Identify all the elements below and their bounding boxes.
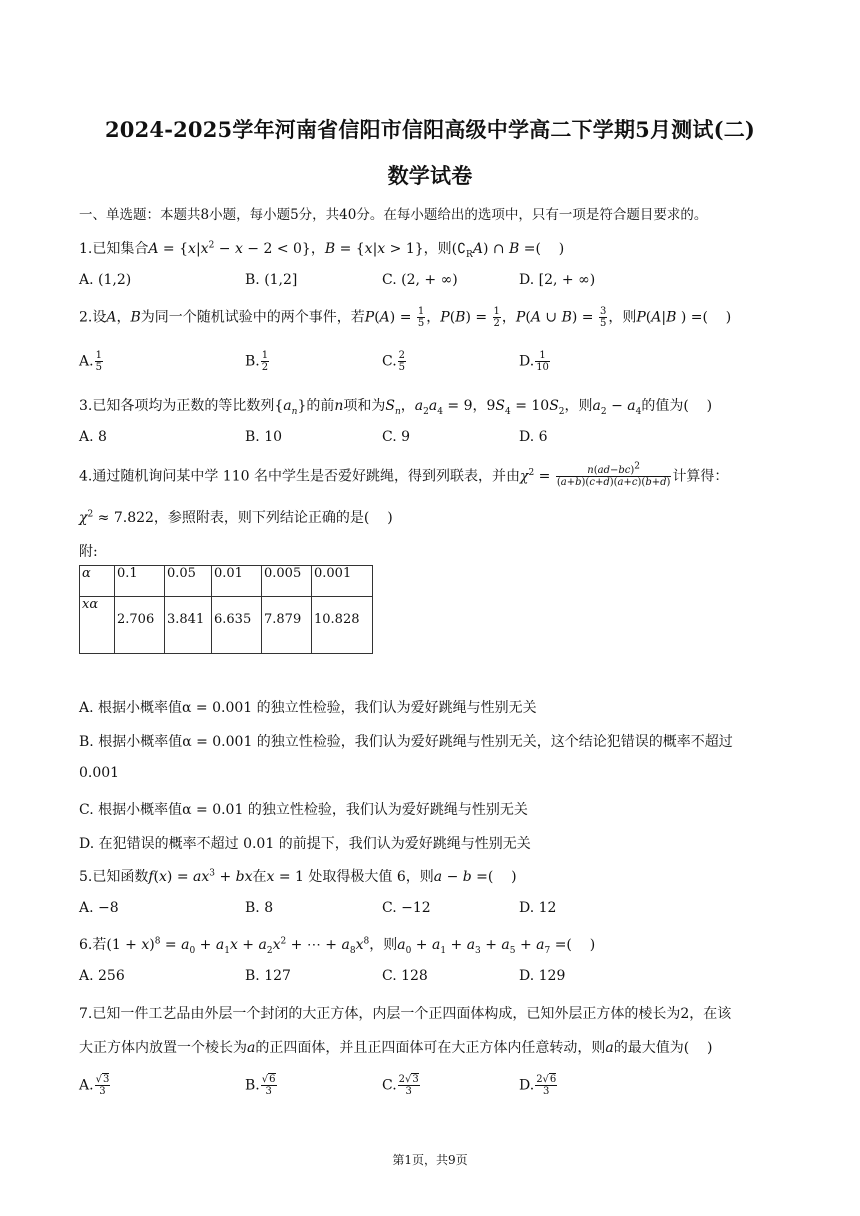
q2-option-c: C. $\frac{2}{5}$ bbox=[382, 350, 406, 373]
q2-option-b: B. $\frac{1}{2}$ bbox=[245, 350, 269, 373]
q3-option-b: B. 10 bbox=[245, 429, 283, 445]
table-cell: 3.841 bbox=[165, 597, 212, 654]
section-heading: 一、单选题：本题共8小题，每小题5分，共40分。在每小题给出的选项中，只有一项是符合题目要求的。 bbox=[79, 207, 708, 223]
table-cell: xα bbox=[80, 597, 115, 654]
q1-option-c: C. (2, + ∞) bbox=[382, 272, 458, 288]
q3-option-a: A. 8 bbox=[79, 429, 107, 445]
q1-option-a: A. (1,2) bbox=[79, 272, 132, 288]
table-cell: α bbox=[80, 566, 115, 597]
q7-option-d: D. $\frac{2√6}{3}$ bbox=[519, 1074, 557, 1097]
question-3: 3.已知各项均为正数的等比数列$\{a_n\}$的前n项和为$S_n$，$a_2a_4 = 9$，$9S_4 = 10S_2$，则$a_2 - a_4$的值为( ) bbox=[79, 398, 713, 417]
q5-option-d: D. 12 bbox=[519, 900, 557, 916]
table-cell: 0.05 bbox=[165, 566, 212, 597]
q6-option-d: D. 129 bbox=[519, 968, 566, 984]
q5-option-a: A. −8 bbox=[79, 900, 119, 916]
q4-option-b: B. 根据小概率值α = 0.001 的独立性检验，我们认为爱好跳绳与性别无关，这个结论犯错误的概率不超过 bbox=[79, 734, 733, 750]
q4-option-d: D. 在犯错误的概率不超过 0.01 的前提下，我们认为爱好跳绳与性别无关 bbox=[79, 836, 531, 852]
exam-title: 2024-2025学年河南省信阳市信阳高级中学高二下学期5月测试(二) bbox=[104, 117, 756, 142]
q7-option-c: C. $\frac{2√3}{3}$ bbox=[382, 1074, 419, 1097]
q3-option-c: C. 9 bbox=[382, 429, 411, 445]
q6-option-c: C. 128 bbox=[382, 968, 428, 984]
question-7: 7.已知一件工艺品由外层一个封闭的大正方体，内层一个正四面体构成，已知外层正方体的棱长为2，在该 bbox=[79, 1006, 732, 1022]
q2-option-a: A. $\frac{1}{5}$ bbox=[79, 350, 102, 373]
table-cell: 0.005 bbox=[262, 566, 312, 597]
q3-option-d: D. 6 bbox=[519, 429, 548, 445]
question-4-line2: $\chi^2 \approx 7.822$，参照附表，则下列结论正确的是( ) bbox=[79, 509, 393, 526]
table-row bbox=[80, 566, 373, 597]
table-cell: 0.001 bbox=[312, 566, 373, 597]
table-cell: 6.635 bbox=[212, 597, 262, 654]
critical-value-table bbox=[79, 565, 373, 654]
table-row bbox=[80, 597, 373, 654]
q7-option-b: B. $\frac{√6}{3}$ bbox=[245, 1074, 276, 1097]
appendix-label: 附: bbox=[79, 544, 98, 560]
question-1: 1.已知集合$A = \{x|x^2 - x - 2 < 0\}$，B = {x|x > 1}，则$(∁_RA)$ ∩ B =( ) bbox=[79, 240, 565, 260]
table-cell: 2.706 bbox=[115, 597, 165, 654]
question-7-line2: 大正方体内放置一个棱长为a的正四面体，并且正四面体可在大正方体内任意转动，则a的最大值为( ) bbox=[79, 1040, 713, 1056]
q1-option-d: D. [2, + ∞) bbox=[519, 272, 596, 288]
question-4: 4.通过随机询问某中学 110 名中学生是否爱好跳绳，得到列联表，并由$\chi^2$ = $\frac{n(ad-bc)^2}{(a+b)(c+d)(a+c)(b+d)}$ 计算得： bbox=[79, 461, 729, 488]
q4-option-b-continued: 0.001 bbox=[79, 765, 120, 781]
table-cell: 0.01 bbox=[212, 566, 262, 597]
question-5: 5.已知函数$f(x) = ax^3$ + bx在x = 1 处取得极大值 6，则a − b =( ) bbox=[79, 868, 517, 885]
q2-option-d: D. $\frac{1}{10}$ bbox=[519, 350, 549, 373]
question-6: 6.若$(1 + x)^8 = a_0 + a_1x + a_2x^2$ + ⋯ + $a_8x^8$，则$a_0 + a_1 + a_3 + a_5 + a_7$ =( ) bbox=[79, 936, 596, 956]
table-cell: 10.828 bbox=[312, 597, 373, 654]
table-cell: 0.1 bbox=[115, 566, 165, 597]
q5-option-c: C. −12 bbox=[382, 900, 431, 916]
table-cell: 7.879 bbox=[262, 597, 312, 654]
page-footer: 第1页，共9页 bbox=[392, 1153, 468, 1167]
q1-option-b: B. (1,2] bbox=[245, 272, 298, 288]
q7-option-a: A. $\frac{√3}{3}$ bbox=[79, 1074, 110, 1097]
question-2: 2.设A，B为同一个随机试验中的两个事件，若P(A) = $\frac{1}{5}$ ，P(B) = $\frac{1}{2}$ ，P(A ∪ B) = $\frac{3}{5}$ ，则P(A|B ) =( ) bbox=[79, 306, 732, 329]
q6-option-a: A. 256 bbox=[79, 968, 125, 984]
q4-option-a: A. 根据小概率值α = 0.001 的独立性检验，我们认为爱好跳绳与性别无关 bbox=[79, 700, 537, 716]
q5-option-b: B. 8 bbox=[245, 900, 274, 916]
q6-option-b: B. 127 bbox=[245, 968, 291, 984]
exam-subtitle: 数学试卷 bbox=[387, 163, 473, 188]
q4-option-c: C. 根据小概率值α = 0.01 的独立性检验，我们认为爱好跳绳与性别无关 bbox=[79, 802, 528, 818]
